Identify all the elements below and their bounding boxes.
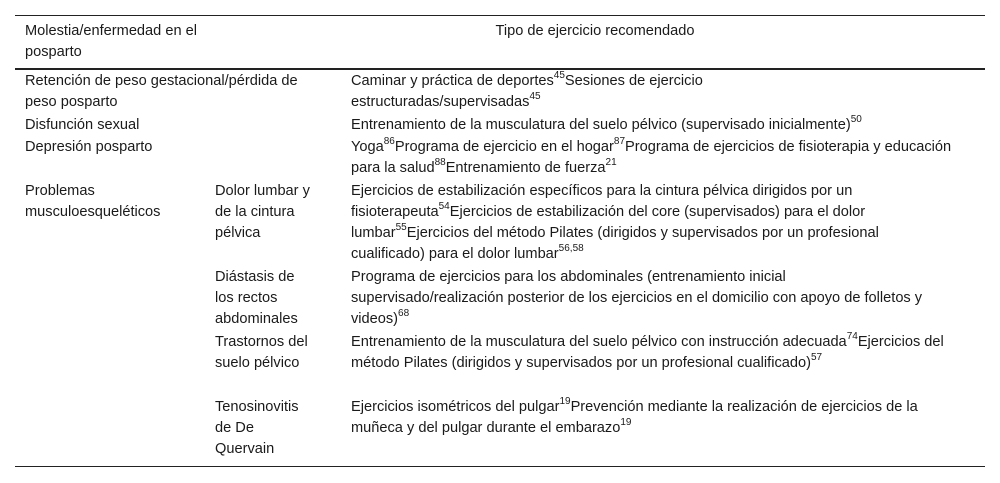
recommendation-text: Ejercicios de estabilización del core (supervisados) para el dolor lumbar	[351, 204, 866, 241]
recommendation-text: Entrenamiento de la musculatura del suelo pélvico con instrucción adecuada	[351, 334, 847, 350]
citation-ref: 86	[383, 136, 395, 148]
table-bottom-rule	[15, 466, 985, 467]
recommendation-text: Programa de ejercicios para los abdominales (entrenamiento inicial supervisado/realización posterior de los ejercicios en el domicilio con apoyo de folletos y videos)	[351, 269, 923, 327]
exercise-postpartum-depression	[351, 137, 956, 179]
table-top-rule	[15, 15, 985, 16]
recommendation-text: Ejercicios del método Pilates (dirigidos y supervisados por un profesional cualificado) para el dolor lumbar	[351, 225, 879, 262]
recommendation-text: Sesiones de ejercicio estructuradas/supervisadas	[351, 73, 703, 110]
condition-sexual-dysfunction: Disfunción sexual	[25, 117, 140, 133]
exercise-pelvic-floor	[351, 332, 966, 374]
exercise-diastasis	[351, 267, 926, 330]
header-rule	[15, 68, 985, 70]
recommendation-text: Prevención mediante la realización de ejercicios de la muñeca y del pulgar durante el embarazo	[351, 399, 918, 436]
header-condition: Molestia/enfermedad en el posparto	[25, 23, 197, 60]
condition-weight: Retención de peso gestacional/pérdida de peso posparto	[25, 73, 298, 110]
exercise-de-quervain	[351, 397, 951, 439]
citation-ref: 45	[553, 70, 565, 82]
subcondition-pelvic-floor: Trastornos del suelo pélvico	[215, 334, 308, 371]
header-exercise-type: Tipo de ejercicio recomendado	[495, 23, 695, 39]
recommendation-text: Caminar y práctica de deportes	[351, 73, 554, 89]
citation-ref: 56,58	[558, 243, 584, 255]
exercise-lumbar-pain	[351, 181, 941, 265]
condition-musculoskeletal: Problemas musculoesqueléticos	[25, 183, 161, 220]
citation-ref: 45	[529, 91, 541, 103]
subcondition-diastasis: Diástasis de los rectos abdominales	[215, 269, 298, 327]
citation-ref: 21	[605, 157, 617, 169]
recommendation-text: Programa de ejercicios de fisioterapia y educación para la salud	[351, 139, 952, 176]
citation-ref: 57	[810, 352, 823, 364]
citation-ref: 50	[850, 114, 862, 126]
recommendation-text: Programa de ejercicio en el hogar	[394, 139, 614, 155]
exercise-weight	[351, 71, 761, 113]
subcondition-lumbar-pain: Dolor lumbar y de la cintura pélvica	[215, 183, 310, 241]
recommendation-text: Ejercicios isométricos del pulgar	[351, 399, 560, 415]
citation-ref: 88	[434, 157, 446, 169]
recommendation-text: Entrenamiento de fuerza	[445, 160, 606, 176]
citation-ref: 87	[613, 136, 626, 148]
subcondition-de-quervain: Tenosinovitis de De Quervain	[215, 399, 299, 457]
citation-ref: 55	[395, 222, 407, 234]
exercise-sexual-dysfunction	[351, 115, 961, 136]
condition-postpartum-depression: Depresión posparto	[25, 139, 153, 155]
recommendation-text: Yoga	[351, 139, 384, 155]
recommendation-text: Ejercicios de estabilización específicos para la cintura pélvica dirigidos por un fisioterapeuta	[351, 183, 853, 220]
citation-ref: 68	[398, 308, 410, 320]
citation-ref: 19	[620, 417, 632, 429]
citation-ref: 54	[438, 201, 450, 213]
citation-ref: 74	[846, 331, 858, 343]
citation-ref: 19	[559, 396, 571, 408]
recommendation-text: Entrenamiento de la musculatura del suelo pélvico (supervisado inicialmente)	[351, 117, 851, 133]
recommendation-text: Ejercicios del método Pilates (dirigidos y supervisados por un profesional cualificado)	[351, 334, 944, 371]
